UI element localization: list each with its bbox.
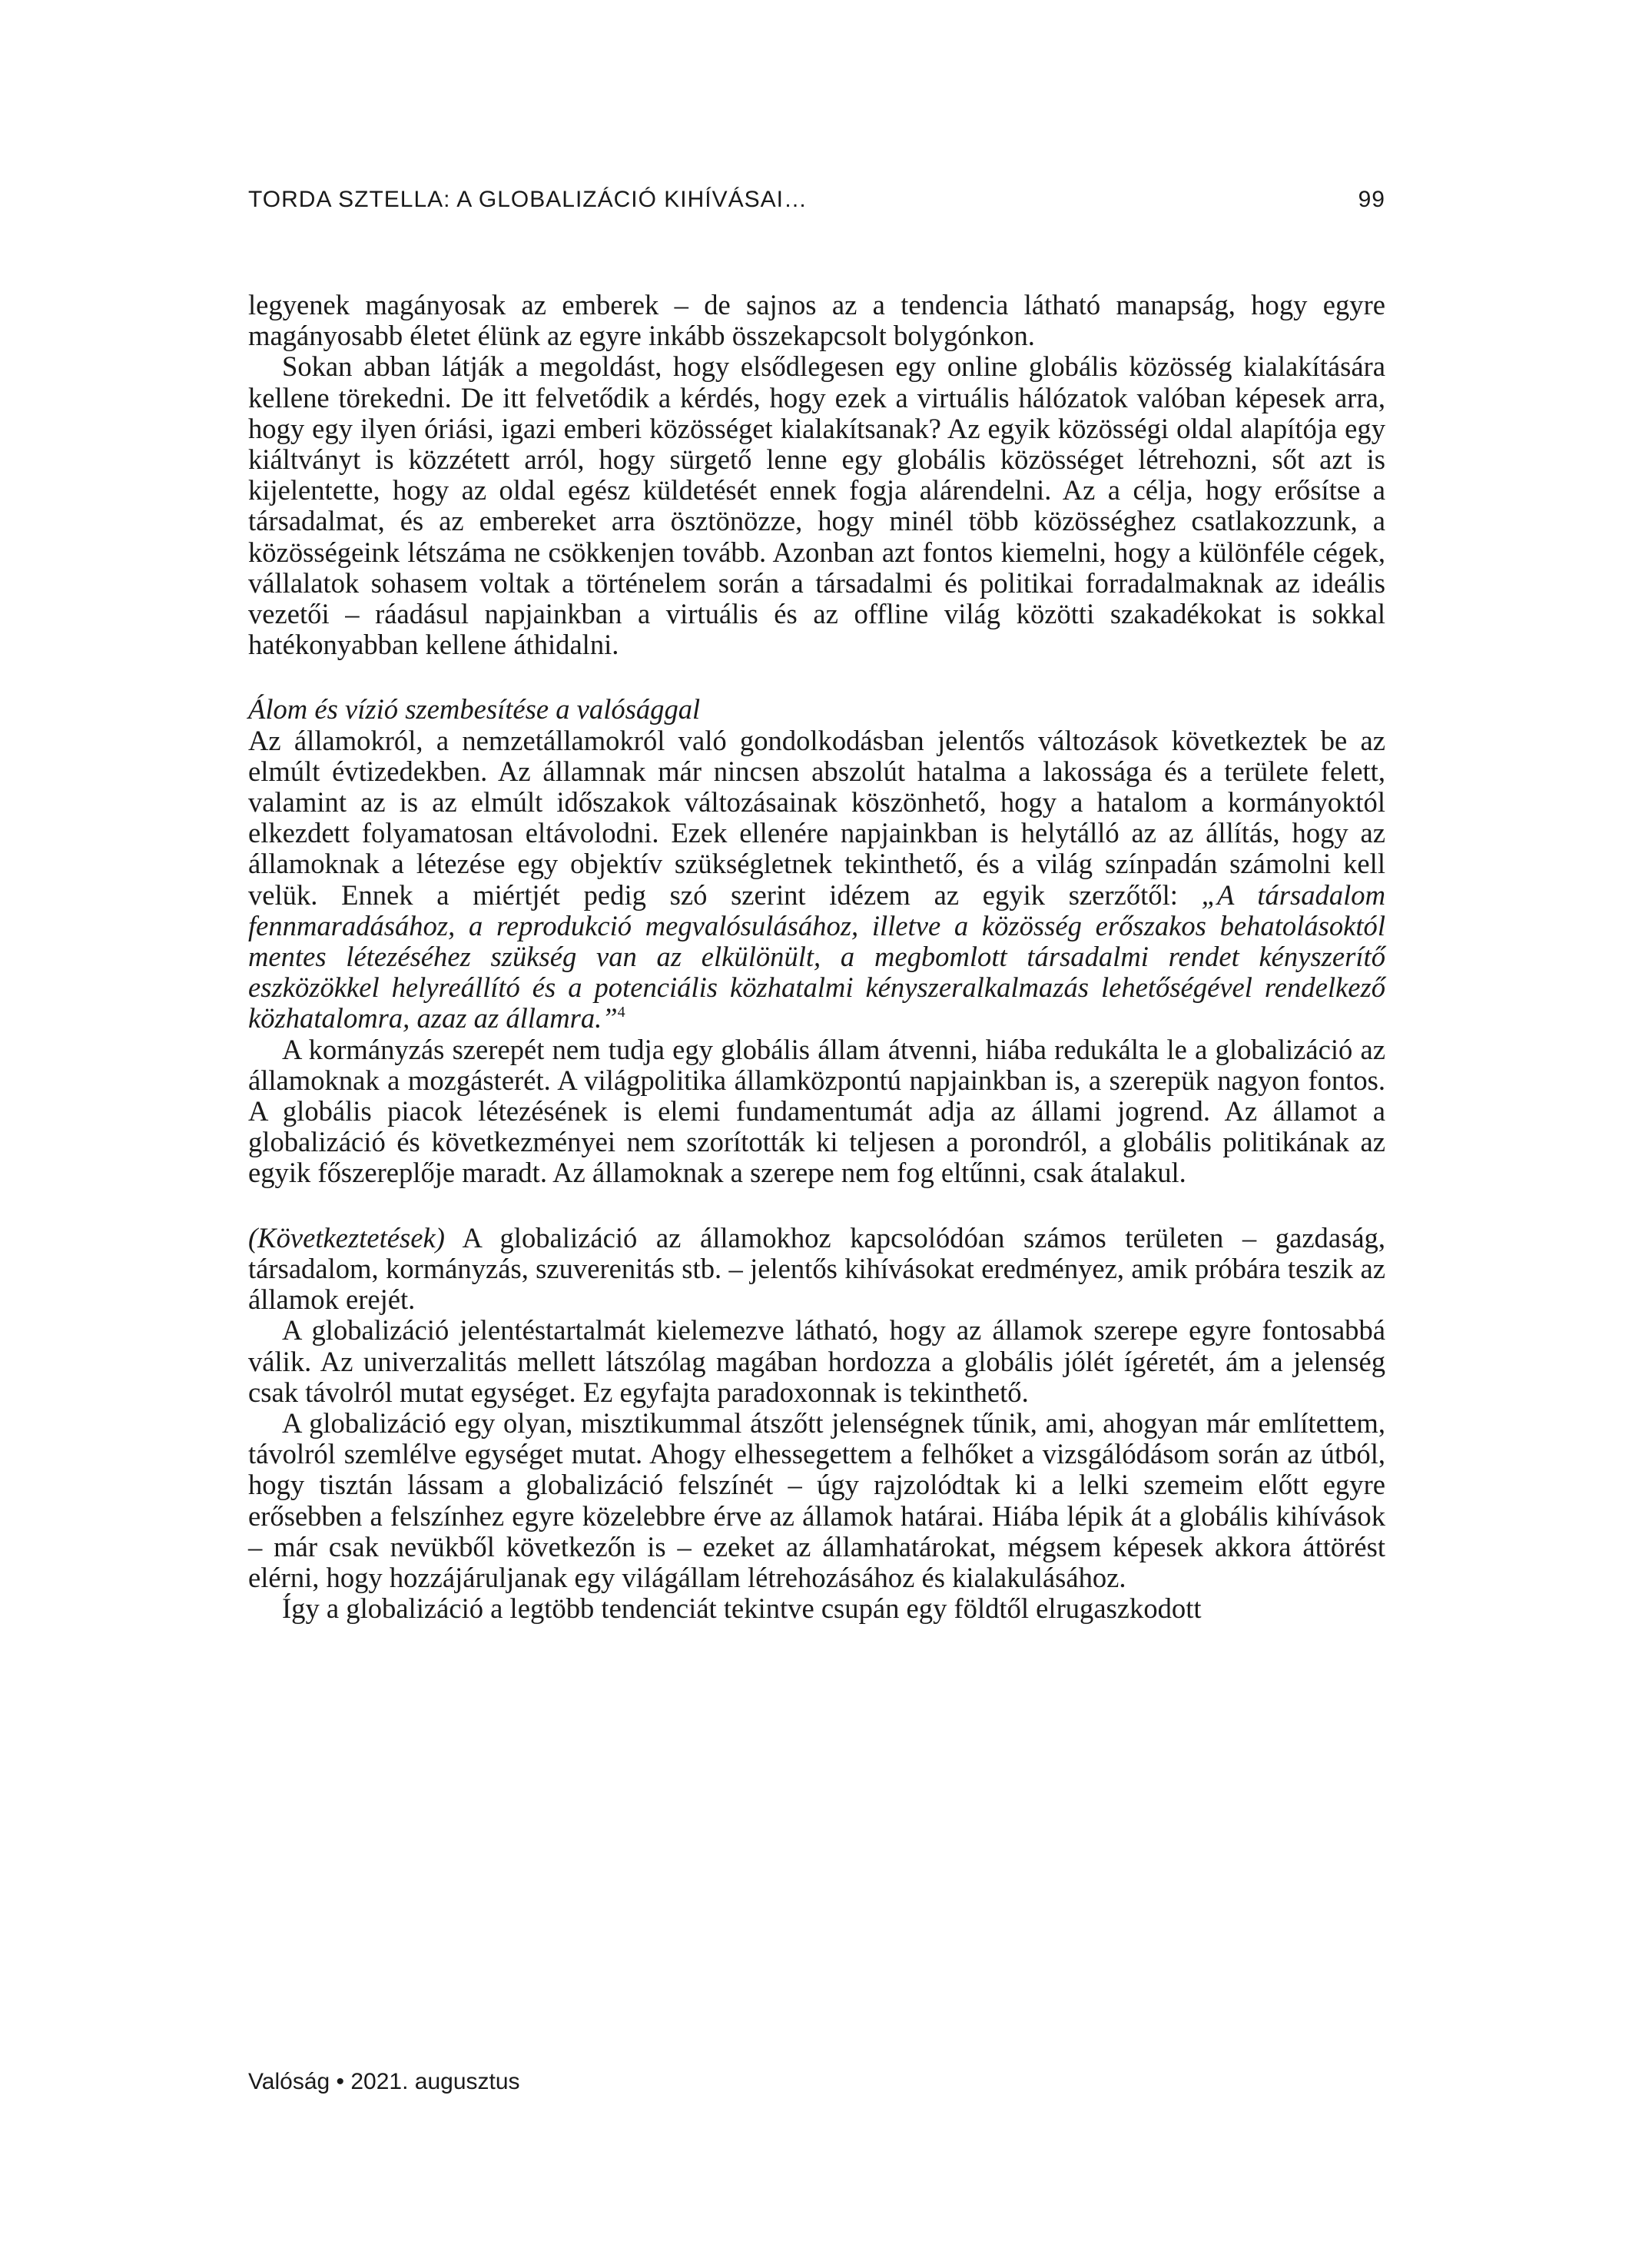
section-gap xyxy=(248,1189,1385,1223)
paragraph-conclusions xyxy=(248,1223,1385,1316)
section-gap xyxy=(248,660,1385,694)
paragraph: Így a globalizáció a legtöbb tendenciát tekintve csupán egy földtől elrugaszkodott xyxy=(282,1592,1202,1625)
block-quote: „A társadalom fennmaradásához, a reprodukció megvalósulásához, illetve a közösség erőszakos behatolásoktól mentes létezéséhez szükség van az elkülönült, a megbomlott társadalmi rendet kényszerítő eszközökkel helyreállító és a potenciális közhatalmi kényszeralkalmazás lehetőségével rendelkező közhatalomra, azaz az államra.” xyxy=(248,878,1385,1034)
article-body xyxy=(248,290,1385,1624)
footnote-marker: 4 xyxy=(617,1004,625,1021)
paragraph-text: Az államokról, a nemzetállamokról való gondolkodásban jelentős változások következtek be az elmúlt évtizedekben. Az államnak már nincsen abszolút hatalma a lakossága és a területe felett, valamint az is az elmúlt időszakok változásainak köszönhető, hogy a hatalom a kormányoktól elkezdett folyamatosan eltávolodni. Ezek ellenére napjainkban is helytálló az az állítás, hogy az államoknak a létezése egy objektív szükségletnek tekinthető, és a világ színpadán számolni kell velük. Ennek a miértjét pedig szó szerint idézem az egyik szerzőtől: xyxy=(248,724,1385,911)
paragraph: legyenek magányosak az emberek – de sajnos az a tendencia látható manapság, hogy egyre magányosabb életet élünk az egyre inkább összekapcsolt bolygónkon. xyxy=(248,289,1385,352)
journal-issue: Valóság • 2021. augusztus xyxy=(248,2069,520,2094)
paragraph: A globalizáció egy olyan, misztikummal átszőtt jelenségnek tűnik, ami, ahogyan már említettem, távolról szemlélve egységet mutat. Ahogy elhessegettem a felhőket a vizsgálódásom során az útból, hogy tisztán lássam a globalizáció felszínét – úgy rajzolódtak ki a lelki szemeim előtt egyre erősebben a felszínhez egyre közelebbre érve az államok határai. Hiába lépik át a globális kihívások – már csak nevükből következőn is – ezeket az államhatárokat, mégsem képesek akkora áttörést elérni, hogy hozzájáruljanak egy világállam létrehozásához és kialakulásához. xyxy=(248,1406,1385,1593)
conclusions-label: (Következtetések) xyxy=(248,1221,445,1254)
page-footer xyxy=(248,2069,520,2095)
paragraph: A kormányzás szerepét nem tudja egy globális állam átvenni, hiába redukálta le a globalizáció az államoknak a mozgásterét. A világpolitika államközpontú napjainkban is, a szerepük nagyon fontos. A globális piacok létezésének is elemi fundamentumát adja az állami jogrend. Az államot a globalizáció és következményei nem szorították ki teljesen a porondról, a globális politikának az egyik főszereplője maradt. Az államoknak a szerepe nem fog eltűnni, csak átalakul. xyxy=(248,1033,1385,1189)
paragraph-text: A globalizáció az államokhoz kapcsolódóan számos területen – gazdaság, társadalom, kormányzás, szuverenitás stb. – jelentős kihívásokat eredményez, amik próbára teszik az államok erejét. xyxy=(248,1221,1385,1316)
paragraph: A globalizáció jelentéstartalmát kielemezve látható, hogy az államok szerepe egyre fontosabbá válik. Az univerzalitás mellett látszólag magában hordozza a globális jólét ígéretét, ám a jelenség csak távolról mutat egységet. Ez egyfajta paradoxonnak is tekinthető. xyxy=(248,1314,1385,1408)
section-heading: Álom és vízió szembesítése a valósággal xyxy=(248,693,701,726)
paragraph-with-quote xyxy=(248,726,1385,1034)
running-title: TORDA SZTELLA: A GLOBALIZÁCIÓ KIHÍVÁSAI… xyxy=(248,187,808,212)
running-header xyxy=(248,187,1385,213)
paragraph: Sokan abban látják a megoldást, hogy elsődlegesen egy online globális közösség kialakítására kellene törekedni. De itt felvetődik a kérdés, hogy ezek a virtuális hálózatok valóban képesek arra, hogy egy ilyen óriási, igazi emberi közösséget kialakítsanak? Az egyik közösségi oldal alapítója egy kiáltványt is közzétett arról, hogy sürgető lenne egy globális közösséget létrehozni, sőt azt is kijelentette, hogy az oldal egész küldetését ennek fogja alárendelni. Az a célja, hogy erősítse a társadalmat, és az embereket arra ösztönözze, hogy minél több közösséghez csatlakozzunk, a közösségeink létszáma ne csökkenjen tovább. Azonban azt fontos kiemelni, hogy a különféle cégek, vállalatok sohasem voltak a történelem során a társadalmi és politikai forradalmaknak az ideális vezetői – ráadásul napjainkban a virtuális és az offline világ közötti szakadékokat is sokkal hatékonyabban kellene áthidalni. xyxy=(248,350,1385,661)
page-number: 99 xyxy=(1358,187,1385,212)
